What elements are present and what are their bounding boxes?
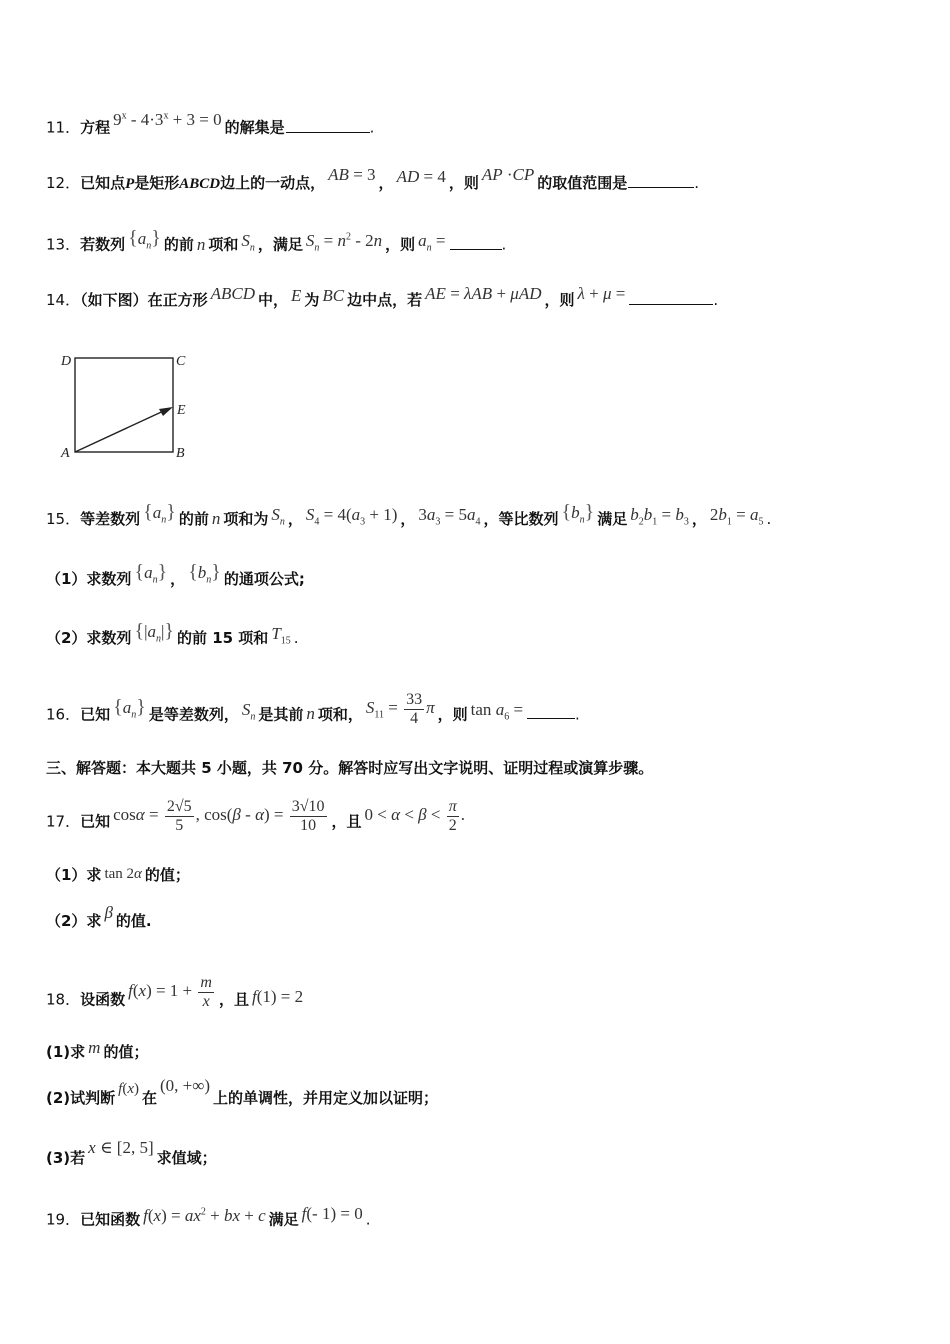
math-sn: $S_n$ xyxy=(271,505,285,528)
question-number: 11． xyxy=(46,118,81,137)
text: 若数列 xyxy=(80,235,126,254)
text: ，且 xyxy=(331,812,362,831)
text: 边中点，若 xyxy=(347,291,423,309)
question-number: 18． xyxy=(46,990,81,1009)
label-c: C xyxy=(176,354,186,369)
answer-blank[interactable] xyxy=(628,173,694,188)
math-range: 0 < α < β < $\frac{\pi}{2}$ . xyxy=(364,798,465,834)
text: 的前 xyxy=(163,235,194,254)
label-a: A xyxy=(61,446,70,461)
question-number: 13． xyxy=(46,235,81,254)
math-sn: $S_n$ xyxy=(241,700,256,723)
math-an: $\{a_n\}$ xyxy=(143,501,176,526)
math-tan2a: tan 2α xyxy=(104,866,142,882)
text: （1）求数列 xyxy=(46,570,132,588)
answer-blank[interactable] xyxy=(450,235,502,250)
text: 是其前 xyxy=(258,705,304,724)
question-number: 15． xyxy=(46,510,81,528)
text: ，则 xyxy=(448,174,479,192)
math-interval: (0, +∞) xyxy=(160,1076,211,1095)
math-s11: $S_{11}$ = $\frac{33}{4}$ π xyxy=(365,691,435,727)
text: 满足 xyxy=(268,1210,299,1229)
math-ap-cp: AP ·CP xyxy=(481,165,535,184)
text: . xyxy=(694,174,700,192)
question-15 xyxy=(46,501,772,538)
text: 的值； xyxy=(103,1043,149,1061)
text: (3)若 xyxy=(46,1149,86,1167)
label-b: B xyxy=(176,446,185,461)
text: . xyxy=(365,1210,371,1229)
section-heading: 三、解答题：本大题共 5 小题，共 70 分。解答时应写出文字说明、证明过程或演算步骤。 xyxy=(46,759,654,777)
answer-blank[interactable] xyxy=(527,704,575,719)
math-fx-short: f(x) xyxy=(118,1081,139,1097)
text: . xyxy=(501,235,507,254)
text: (1)求 xyxy=(46,1043,86,1061)
math-beta: β xyxy=(104,903,113,922)
math-abs-an: $\{|a_n|\}$ xyxy=(134,620,174,645)
math-quadratic: $f(x) = ax^2$ + bx + c xyxy=(143,1205,266,1225)
text: 项和 xyxy=(208,235,239,254)
question-15-part-1 xyxy=(46,561,305,598)
math-lambda-mu: λ + μ = xyxy=(577,284,626,303)
math-n: n xyxy=(196,234,206,254)
math-3a3: $3a_3 = 5a_4$ xyxy=(418,505,481,528)
answer-blank[interactable] xyxy=(629,290,713,305)
text: ， xyxy=(400,510,416,528)
math-an-eq: $a_n$ = xyxy=(418,230,446,254)
text: . xyxy=(293,629,299,647)
question-number: 16． xyxy=(46,705,81,724)
question-12 xyxy=(46,165,700,196)
text: 已知 xyxy=(80,812,111,831)
text: 在 xyxy=(142,1089,158,1107)
text: ，满足 xyxy=(257,235,303,254)
question-18-part-1 xyxy=(46,1040,148,1064)
text: 已知点 xyxy=(80,174,126,192)
math-cos: cosα = $\frac{2√5}{5}$ , cos(β - α) = $\frac{3√10}{10}$ xyxy=(113,798,325,834)
text: 的值； xyxy=(144,866,190,884)
math-ad: AD = 4 xyxy=(396,167,446,186)
math-equation: $9^x - 4\cdot 3^x + 3 = 0$ xyxy=(113,109,222,129)
math-f-neg1: f(- 1) = 0 xyxy=(301,1203,363,1223)
text: . xyxy=(369,118,375,137)
text: ABCD xyxy=(179,176,221,192)
text: 是等差数列， xyxy=(148,705,239,724)
text: 的前 15 项和 xyxy=(176,629,269,647)
question-14 xyxy=(46,284,719,312)
math-bc: BC xyxy=(322,286,345,305)
text: 求值域； xyxy=(156,1149,217,1167)
question-number: 14． xyxy=(46,291,81,309)
text: 的值. xyxy=(115,912,152,930)
math-m: m xyxy=(88,1038,101,1057)
label-d: D xyxy=(61,354,72,369)
question-18 xyxy=(46,974,306,1019)
text: ， xyxy=(378,174,394,192)
question-17 xyxy=(46,798,468,841)
text: . xyxy=(713,291,719,309)
question-17-part-2 xyxy=(46,903,152,933)
math-x-range: x ∈ [2, 5] xyxy=(88,1138,154,1157)
text: P xyxy=(125,176,135,192)
text: 中， xyxy=(258,291,289,309)
text: ，则 xyxy=(544,291,575,309)
text: 的取值范围是 xyxy=(537,174,628,192)
square-figure xyxy=(58,350,198,462)
text: ，则 xyxy=(437,705,468,724)
math-bn: $\{b_n\}$ xyxy=(188,561,221,586)
text: 的通项公式; xyxy=(223,570,305,588)
text: 的前 xyxy=(178,510,209,528)
math-an: $\{a_n\}$ xyxy=(128,226,161,252)
text: ，且 xyxy=(218,990,249,1009)
question-13 xyxy=(46,226,507,264)
math-ab: AB = 3 xyxy=(328,165,376,184)
text: 设函数 xyxy=(80,990,126,1009)
question-16 xyxy=(46,691,580,734)
text: ，等比数列 xyxy=(483,510,559,528)
math-an: $\{a_n\}$ xyxy=(134,561,168,586)
text: 项和为 xyxy=(223,510,269,528)
math-n: n xyxy=(211,509,221,528)
text: 已知函数 xyxy=(80,1210,141,1229)
math-f1: f(1) = 2 xyxy=(251,987,304,1007)
math-abcd: ABCD xyxy=(210,284,255,303)
math-bn: $\{b_n\}$ xyxy=(561,501,595,526)
label-e: E xyxy=(177,403,186,418)
text: （1）求 xyxy=(46,866,102,884)
math-vector-eq: AE = λAB + μAD xyxy=(425,284,542,303)
text: 上的单调性，并用定义加以证明； xyxy=(213,1089,439,1107)
text: ， xyxy=(170,570,186,588)
text: 满足 xyxy=(597,510,628,528)
question-number: 19． xyxy=(46,1210,81,1229)
math-n: n xyxy=(306,704,315,724)
text: . xyxy=(766,510,772,528)
answer-blank[interactable] xyxy=(286,118,370,133)
math-tan-a6: $\tan a_6$ = xyxy=(470,700,524,723)
square xyxy=(75,358,173,452)
question-18-part-2 xyxy=(46,1076,439,1111)
text: 等差数列 xyxy=(80,510,141,528)
math-sn: $S_n$ xyxy=(241,230,255,254)
question-11 xyxy=(46,109,375,140)
text: （如下图）在正方形 xyxy=(80,291,208,309)
text: 是矩形 xyxy=(134,174,180,192)
text: . xyxy=(575,705,580,724)
question-15-part-2 xyxy=(46,620,299,657)
text: 边上的一动点， xyxy=(220,174,326,192)
text: （2）求数列 xyxy=(46,629,132,647)
question-17-part-1 xyxy=(46,863,190,888)
math-fx: f(x) = 1 + $\frac{m}{x}$ xyxy=(128,974,212,1010)
math-s4: $S_4 = 4(a_3 + 1)$ xyxy=(305,505,398,528)
math-b2b1: $b_2b_1 = b_3$ xyxy=(630,505,689,528)
math-2b1: $2b_1 = a_5$ xyxy=(709,505,764,528)
text: ， xyxy=(287,510,303,528)
question-19 xyxy=(46,1204,371,1232)
math-e: E xyxy=(291,286,302,305)
vector-ae xyxy=(75,408,170,452)
question-18-part-3 xyxy=(46,1138,217,1170)
text: 方程 xyxy=(80,118,111,137)
text: ， xyxy=(691,510,707,528)
math-t15: $T_{15}$ xyxy=(271,624,291,647)
question-number: 17． xyxy=(46,812,81,831)
arrow-head xyxy=(159,407,173,416)
math-sn-eq: $S_n = n^2 - 2n$ xyxy=(305,230,383,254)
math-an: $\{a_n\}$ xyxy=(113,696,146,721)
question-number: 12． xyxy=(46,174,81,192)
text: (2)试判断 xyxy=(46,1089,116,1107)
text: 的解集是 xyxy=(224,118,285,137)
text: 为 xyxy=(304,291,320,309)
text: 项和， xyxy=(317,705,363,724)
text: （2）求 xyxy=(46,912,102,930)
text: 已知 xyxy=(80,705,111,724)
text: ，则 xyxy=(385,235,416,254)
